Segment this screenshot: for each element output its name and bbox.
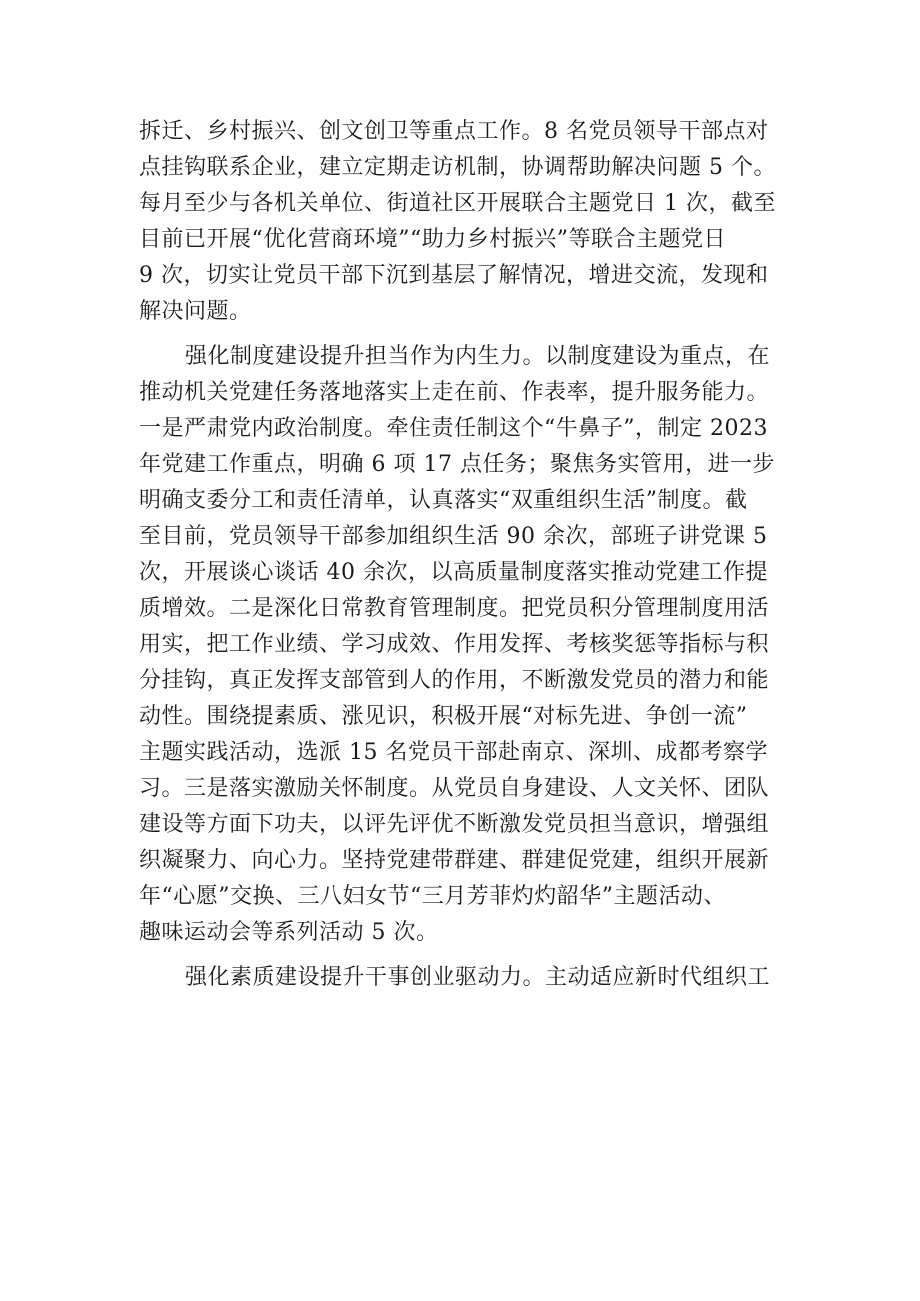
paragraph-line: 次，开展谈心谈话 40 余次，以高质量制度落实推动党建工作提	[139, 560, 768, 585]
paragraph-line: 一是严肃党内政治制度。牵住责任制这个“牛鼻子”，制定 2023	[139, 416, 768, 441]
paragraph-line: 主题实践活动，选派 15 名党员干部赴南京、深圳、成都考察学	[139, 740, 768, 765]
paragraph-gap	[139, 951, 819, 960]
paragraph-line: 目前已开展“优化营商环境”“助力乡村振兴”等联合主题党日	[139, 227, 726, 252]
paragraph-line: 拆迁、乡村振兴、创文创卫等重点工作。8 名党员领导干部点对	[139, 119, 769, 144]
paragraph-line: 年“心愿”交换、三八妇女节“三月芳菲灼灼韶华”主题活动、	[139, 884, 726, 909]
paragraph-line: 动性。围绕提素质、涨见识，积极开展“对标先进、争创一流”	[139, 704, 748, 729]
document-body	[139, 114, 819, 996]
paragraph-line: 建设等方面下功夫，以评先评优不断激发党员担当意识，增强组	[139, 812, 770, 837]
paragraph-line: 点挂钩联系企业，建立定期走访机制，协调帮助解决问题 5 个。	[139, 155, 776, 180]
paragraph-line: 习。三是落实激励关怀制度。从党员自身建设、人文关怀、团队	[139, 776, 770, 801]
paragraph-line: 解决问题。	[139, 299, 252, 324]
paragraph-3	[139, 960, 819, 996]
paragraph-2	[139, 339, 819, 951]
paragraph-line: 明确支委分工和责任清单，认真落实“双重组织生活”制度。截	[139, 488, 748, 513]
paragraph-line: 9 次，切实让党员干部下沉到基层了解情况，增进交流，发现和	[139, 263, 769, 288]
paragraph-line: 趣味运动会等系列活动 5 次。	[139, 920, 439, 945]
paragraph-line: 质增效。二是深化日常教育管理制度。把党员积分管理制度用活	[139, 596, 770, 621]
paragraph-line: 用实，把工作业绩、学习成效、作用发挥、考核奖惩等指标与积	[139, 632, 770, 657]
paragraph-line: 至目前，党员领导干部参加组织生活 90 余次，部班子讲党课 5	[139, 524, 768, 549]
paragraph-1	[139, 114, 819, 330]
paragraph-gap	[139, 330, 819, 339]
paragraph-line: 强化素质建设提升干事创业驱动力。主动适应新时代组织工	[185, 965, 771, 990]
paragraph-line: 织凝聚力、向心力。坚持党建带群建、群建促党建，组织开展新	[139, 848, 770, 873]
paragraph-line: 推动机关党建任务落地落实上走在前、作表率，提升服务能力。	[139, 380, 770, 405]
paragraph-line: 年党建工作重点，明确 6 项 17 点任务；聚焦务实管用，进一步	[139, 452, 775, 477]
paragraph-line: 强化制度建设提升担当作为内生力。以制度建设为重点，在	[185, 344, 771, 369]
paragraph-line: 分挂钩，真正发挥支部管到人的作用，不断激发党员的潜力和能	[139, 668, 770, 693]
paragraph-line: 每月至少与各机关单位、街道社区开展联合主题党日 1 次，截至	[139, 191, 776, 216]
